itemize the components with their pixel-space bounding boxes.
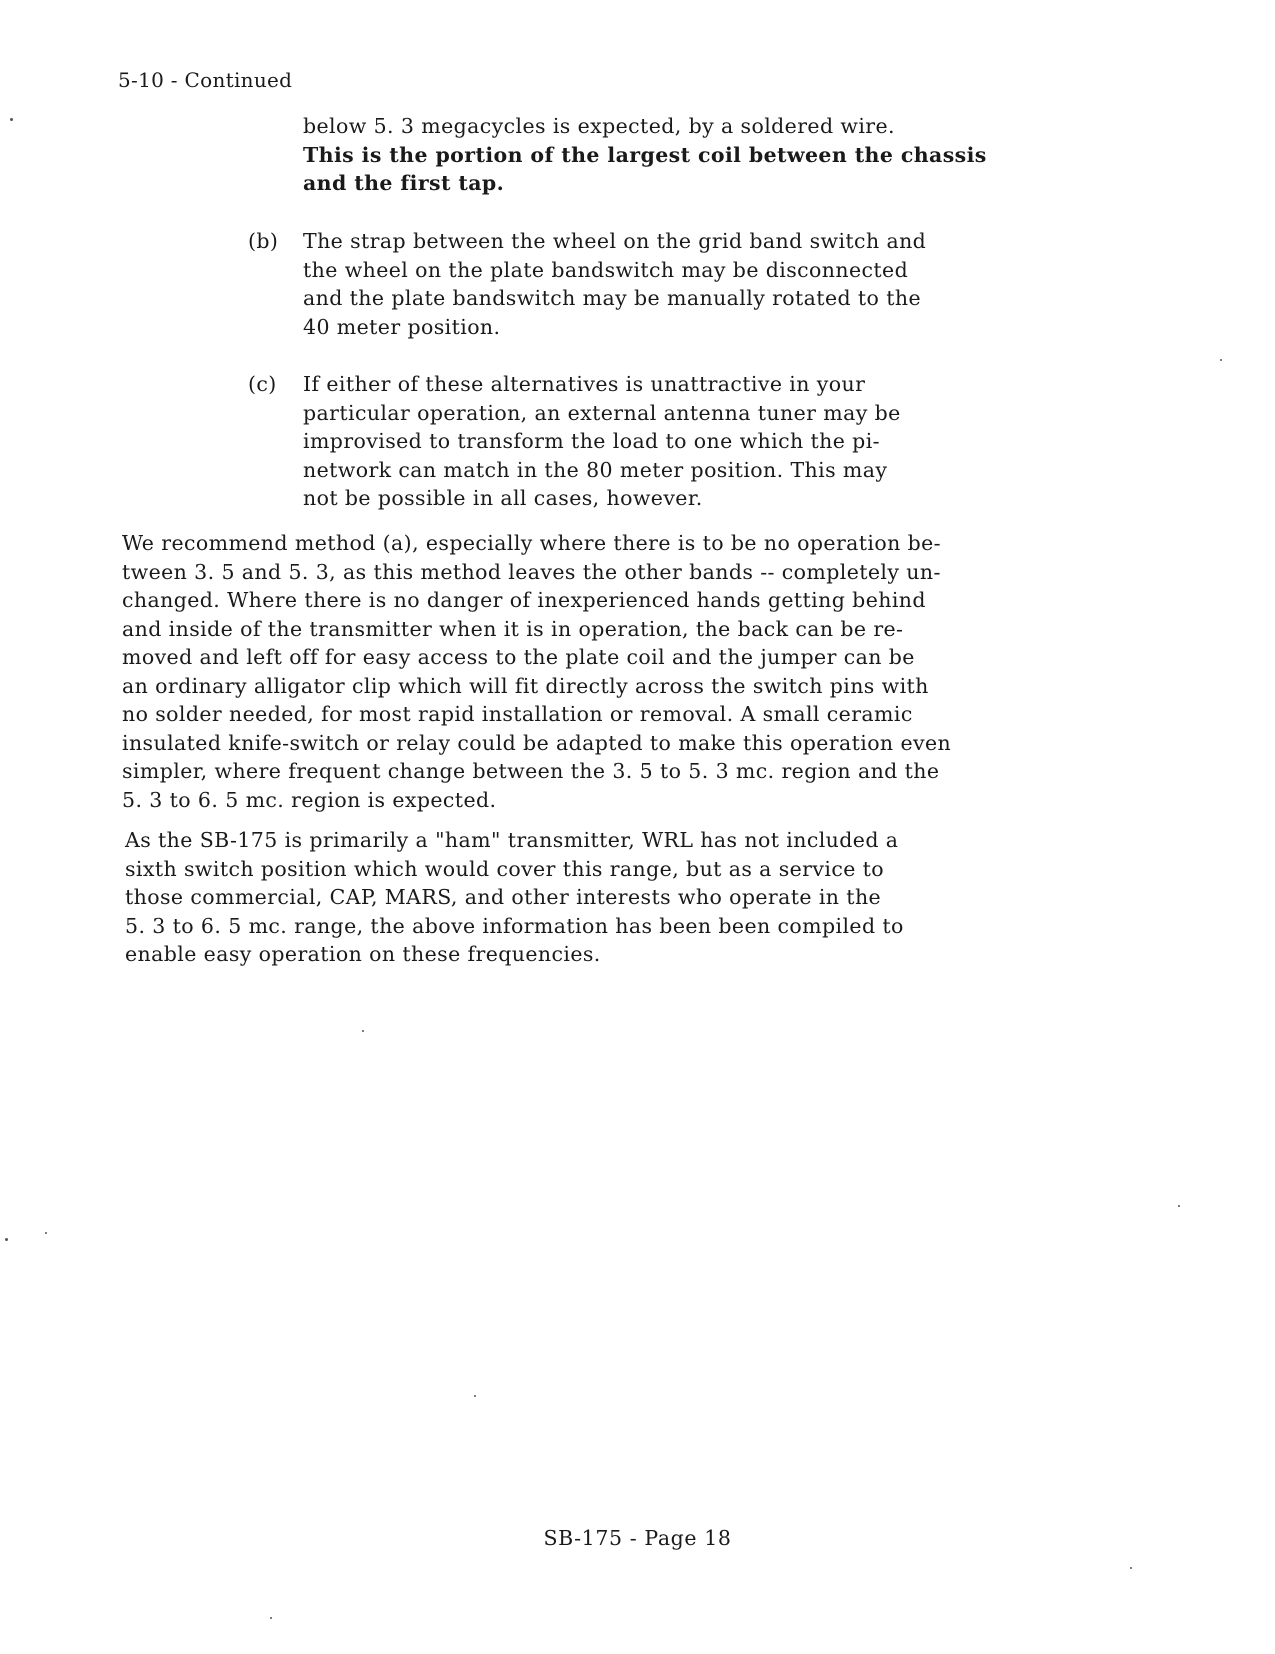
list-item-label: (b): [248, 229, 279, 253]
text-line: 5. 3 to 6. 5 mc. region is expected.: [122, 787, 497, 812]
text-line: and the first tap.: [303, 171, 505, 195]
list-item-text: [303, 227, 926, 341]
scan-speck: [10, 118, 13, 121]
text-line: If either of these alternatives is unattractive in your: [303, 372, 866, 396]
text-line: This is the portion of the largest coil between the chassis: [303, 142, 987, 167]
text-line: sixth switch position which would cover this range, but as a service to: [125, 856, 885, 881]
text-line: 5. 3 to 6. 5 mc. range, the above information has been been compiled to: [125, 913, 904, 938]
text-line: and inside of the transmitter when it is in operation, the back can be re-: [122, 616, 904, 641]
list-item-text: [303, 370, 901, 513]
text-line: improvised to transform the load to one which the pi-: [303, 429, 880, 453]
scan-speck: [1220, 359, 1222, 361]
ham-transmitter-paragraph: [125, 826, 904, 969]
text-line: simpler, where frequent change between the 3. 5 to 5. 3 mc. region and the: [122, 759, 940, 783]
scan-speck: [1130, 1567, 1132, 1569]
section-header: 5-10 - Continued: [118, 68, 293, 92]
scan-speck: [270, 1617, 272, 1619]
text-line: As the SB-175 is primarily a "ham" transmitter, WRL has not included a: [125, 828, 899, 852]
scan-speck: [362, 1030, 364, 1032]
text-line: the wheel on the plate bandswitch may be disconnected: [303, 257, 909, 282]
text-line: and the plate bandswitch may be manually rotated to the: [303, 286, 921, 310]
text-line: 40 meter position.: [303, 314, 501, 339]
text-line: network can match in the 80 meter position. This may: [303, 457, 888, 482]
text-line: an ordinary alligator clip which will fit directly across the switch pins with: [122, 673, 929, 698]
text-line: The strap between the wheel on the grid band switch and: [303, 229, 927, 253]
list-item-label: (c): [248, 372, 277, 396]
text-line: no solder needed, for most rapid installation or removal. A small ceramic: [122, 702, 913, 726]
text-line: insulated knife-switch or relay could be adapted to make this operation even: [122, 730, 952, 755]
scan-speck: [474, 1395, 476, 1397]
text-line: moved and left off for easy access to the plate coil and the jumper can be: [122, 645, 915, 669]
text-line: those commercial, CAP, MARS, and other interests who operate in the: [125, 885, 882, 909]
text-line: changed. Where there is no danger of inexperienced hands getting behind: [122, 588, 926, 612]
page-footer: SB-175 - Page 18: [543, 1526, 732, 1550]
text-line: We recommend method (a), especially where there is to be no operation be-: [122, 531, 942, 555]
text-line: tween 3. 5 and 5. 3, as this method leaves the other bands -- completely un-: [122, 559, 941, 584]
text-line: not be possible in all cases, however.: [303, 486, 703, 510]
text-line: below 5. 3 megacycles is expected, by a soldered wire.: [303, 114, 895, 138]
recommendation-paragraph: [122, 529, 951, 814]
continuation-paragraph: [303, 112, 987, 198]
scan-speck: [1178, 1205, 1180, 1207]
scan-speck: [45, 1232, 47, 1234]
text-line: enable easy operation on these frequencies.: [125, 942, 601, 966]
scan-speck: [5, 1238, 8, 1241]
text-line: particular operation, an external antenna tuner may be: [303, 400, 901, 425]
